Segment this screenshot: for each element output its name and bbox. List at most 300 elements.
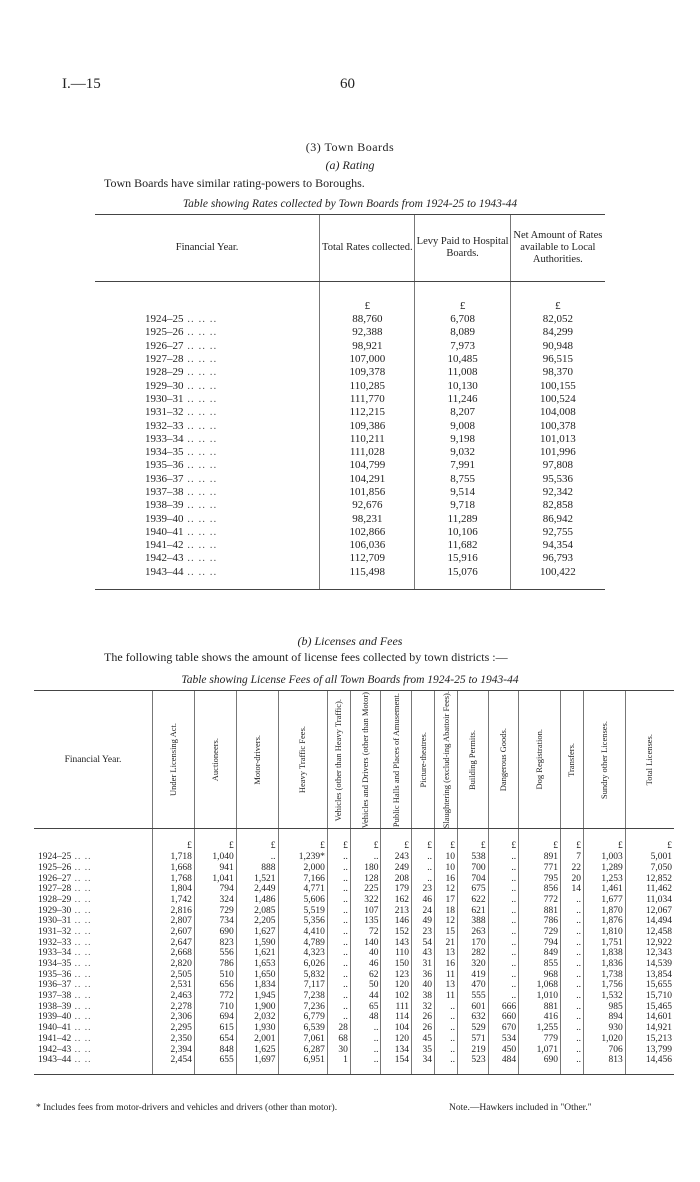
financial-year (95, 459, 320, 472)
licenses-col-header (278, 691, 327, 829)
table-cell: .. (560, 970, 583, 981)
table-cell: 538 (458, 852, 489, 863)
table-cell: 72 (350, 927, 381, 938)
table-cell: 10 (435, 863, 458, 874)
table-cell: 4,789 (278, 938, 327, 949)
financial-year (34, 959, 153, 970)
table-cell: 152 (381, 927, 412, 938)
unit-label: £ (415, 282, 510, 314)
leader-dots: .. .. .. (183, 432, 218, 445)
table-cell: 690 (519, 1055, 561, 1074)
table-cell: 6,539 (278, 1023, 327, 1034)
table-cell: 106,036 (320, 539, 415, 552)
table-cell: 22 (560, 863, 583, 874)
table-cell: .. (412, 863, 435, 874)
table-cell: 891 (519, 852, 561, 863)
leader-dots: .. .. (71, 980, 92, 991)
unit-label: £ (412, 829, 435, 852)
leader-dots: .. .. (71, 916, 92, 927)
financial-year (34, 863, 153, 874)
table-cell: 101,856 (320, 486, 415, 499)
year-label: 1931–32 (145, 406, 184, 419)
table-cell: 615 (194, 1023, 236, 1034)
table-cell: 11,246 (415, 393, 510, 406)
table-cell: 694 (194, 1012, 236, 1023)
table-cell: 795 (519, 873, 561, 884)
table-row (95, 499, 605, 512)
unit-label: £ (278, 829, 327, 852)
table-cell: 1,653 (236, 959, 278, 970)
table-cell: 94,354 (510, 539, 605, 552)
table-cell: 5,832 (278, 970, 327, 981)
financial-year (34, 895, 153, 906)
table-cell: 794 (519, 938, 561, 949)
leader-dots: .. .. .. (183, 499, 218, 512)
table-cell: 14,456 (625, 1055, 674, 1074)
rates-table-header (95, 215, 605, 282)
table-cell: 46 (350, 959, 381, 970)
rotated-header-label: Motor-drivers. (251, 734, 262, 785)
table-cell: 786 (519, 916, 561, 927)
year-label: 1931–32 (38, 926, 72, 937)
table-cell: 4,771 (278, 884, 327, 895)
table-cell: 26 (412, 1012, 435, 1023)
licenses-col-header (625, 691, 674, 829)
leader-dots: .. .. .. (183, 539, 218, 552)
table-cell: 1,010 (519, 991, 561, 1002)
table-cell: 11,034 (625, 895, 674, 906)
year-label: 1924–25 (145, 313, 184, 326)
table-row (95, 393, 605, 406)
footnote-note: Note.—Hawkers included in "Other." (449, 1103, 592, 1113)
table-cell: .. (327, 884, 350, 895)
table-cell: 1,621 (236, 948, 278, 959)
table-cell: 38 (412, 991, 435, 1002)
table-cell: .. (488, 959, 519, 970)
table-cell: 6,287 (278, 1044, 327, 1055)
licenses-table-caption: Table showing License Fees of all Town Boards from 1924-25 to 1943-44 (181, 674, 519, 686)
leader-dots: .. .. (71, 1033, 92, 1044)
table-cell: 21 (435, 938, 458, 949)
licenses-subtitle: (b) Licenses and Fees (297, 634, 403, 648)
unit-label: £ (381, 829, 412, 852)
table-cell: 2,505 (153, 970, 195, 981)
leader-dots: .. .. .. (183, 353, 218, 366)
year-label: 1942–43 (38, 1044, 72, 1055)
table-cell: 111 (381, 1002, 412, 1013)
leader-dots: .. .. (71, 991, 92, 1002)
table-cell: 97,808 (510, 459, 605, 472)
table-cell: 154 (381, 1055, 412, 1074)
table-row (34, 1055, 674, 1074)
table-cell: .. (350, 1044, 381, 1055)
table-row (95, 486, 605, 499)
licenses-col-header (194, 691, 236, 829)
table-cell: 470 (458, 980, 489, 991)
table-cell: 1,625 (236, 1044, 278, 1055)
table-row (95, 313, 605, 326)
table-cell: 419 (458, 970, 489, 981)
table-cell: 11,289 (415, 512, 510, 525)
table-cell: 48 (350, 1012, 381, 1023)
financial-year (95, 552, 320, 565)
table-cell: 729 (519, 927, 561, 938)
year-label: 1941–42 (38, 1033, 72, 1044)
table-cell: 110 (381, 948, 412, 959)
table-cell: 2,454 (153, 1055, 195, 1074)
table-cell: 823 (194, 938, 236, 949)
unit-label: £ (510, 282, 605, 314)
table-row (95, 473, 605, 486)
table-cell: 9,198 (415, 433, 510, 446)
table-cell: .. (327, 895, 350, 906)
table-cell: 1,900 (236, 1002, 278, 1013)
table-cell: 90,948 (510, 340, 605, 353)
licenses-col-header (327, 691, 350, 829)
table-cell: 18 (435, 906, 458, 917)
table-cell: .. (435, 1055, 458, 1074)
licenses-col-header (560, 691, 583, 829)
leader-dots: .. .. (71, 948, 92, 959)
table-cell: .. (488, 895, 519, 906)
table-cell: 855 (519, 959, 561, 970)
table-cell: 654 (194, 1034, 236, 1045)
table-row (34, 916, 674, 927)
table-cell: 12 (435, 916, 458, 927)
table-cell: 109,386 (320, 419, 415, 432)
table-row (34, 970, 674, 981)
table-cell: 101,996 (510, 446, 605, 459)
table-cell: 13 (435, 948, 458, 959)
section-title: (3) Town Boards (305, 140, 395, 154)
financial-year (34, 852, 153, 863)
table-cell: 1,239* (278, 852, 327, 863)
table-cell: .. (327, 863, 350, 874)
table-row (95, 446, 605, 459)
table-cell: 5,519 (278, 906, 327, 917)
table-cell: 32 (412, 1002, 435, 1013)
rotated-header-label: Public Halls and Places of Amusement. (390, 692, 401, 827)
table-cell: 710 (194, 1002, 236, 1013)
table-cell: 779 (519, 1034, 561, 1045)
table-cell: 2,531 (153, 980, 195, 991)
table-cell: 12,458 (625, 927, 674, 938)
rotated-header-label: Auctioneers. (209, 738, 220, 782)
table-row (34, 948, 674, 959)
table-cell: 120 (381, 980, 412, 991)
leader-dots: .. .. (71, 905, 92, 916)
table-cell: 556 (194, 948, 236, 959)
table-cell: 46 (412, 895, 435, 906)
table-row (34, 895, 674, 906)
year-label: 1928–29 (38, 894, 72, 905)
table-cell: 24 (412, 906, 435, 917)
table-cell: 656 (194, 980, 236, 991)
table-cell: 484 (488, 1055, 519, 1074)
leader-dots: .. .. .. (183, 512, 218, 525)
table-row (95, 366, 605, 379)
table-cell: .. (560, 895, 583, 906)
table-cell: 6,779 (278, 1012, 327, 1023)
table-cell: .. (435, 1012, 458, 1023)
table-cell: 65 (350, 1002, 381, 1013)
year-label: 1926–27 (38, 873, 72, 884)
table-cell: 120 (381, 1034, 412, 1045)
table-cell: .. (488, 884, 519, 895)
table-cell: 1,930 (236, 1023, 278, 1034)
table-cell: 7,166 (278, 873, 327, 884)
year-label: 1932–33 (145, 419, 184, 432)
year-label: 1927–28 (145, 353, 184, 366)
rotated-header-label: Sundry other Licenses. (598, 720, 609, 799)
unit-label: £ (625, 829, 674, 852)
leader-dots: .. .. .. (183, 552, 218, 565)
table-cell: 11,682 (415, 539, 510, 552)
table-row (34, 863, 674, 874)
table-cell: 30 (327, 1044, 350, 1055)
table-cell: 208 (381, 873, 412, 884)
table-cell: 13 (435, 980, 458, 991)
unit-label: £ (519, 829, 561, 852)
unit-label: £ (435, 829, 458, 852)
table-row (34, 884, 674, 895)
table-cell: 8,207 (415, 406, 510, 419)
table-cell: 4,410 (278, 927, 327, 938)
leader-dots: .. .. (71, 884, 92, 895)
table-cell: 9,008 (415, 419, 510, 432)
financial-year (95, 566, 320, 590)
year-label: 1936–37 (145, 472, 184, 485)
unit-label: £ (488, 829, 519, 852)
table-cell: 2,820 (153, 959, 195, 970)
financial-year (95, 353, 320, 366)
table-cell: 881 (519, 906, 561, 917)
table-cell: .. (327, 927, 350, 938)
leader-dots: .. .. .. (183, 565, 218, 578)
financial-year (95, 539, 320, 552)
table-cell: 11 (435, 991, 458, 1002)
table-cell: 96,793 (510, 552, 605, 565)
table-cell: 1,068 (519, 980, 561, 991)
table-cell: .. (350, 1034, 381, 1045)
year-label: 1939–40 (38, 1012, 72, 1023)
table-cell: 1,486 (236, 895, 278, 906)
footnote-asterisk: * Includes fees from motor-drivers and vehicles and drivers (other than motor). (36, 1103, 338, 1113)
rates-table (95, 214, 605, 590)
financial-year (34, 916, 153, 927)
rates-col-header: Levy Paid to Hospital Boards. (415, 215, 510, 282)
table-cell: 100,422 (510, 566, 605, 590)
table-cell: 13,799 (625, 1044, 674, 1055)
table-cell: 5,001 (625, 852, 674, 863)
table-cell: 2,278 (153, 1002, 195, 1013)
table-cell: 786 (194, 959, 236, 970)
table-cell: 100,155 (510, 379, 605, 392)
table-cell: 8,755 (415, 473, 510, 486)
table-cell: 772 (194, 991, 236, 1002)
table-cell: 12,922 (625, 938, 674, 949)
year-label: 1943–44 (145, 565, 184, 578)
units-spacer (95, 282, 320, 314)
table-cell: 96,515 (510, 353, 605, 366)
table-cell: 110,285 (320, 379, 415, 392)
table-cell: .. (236, 852, 278, 863)
table-cell: 666 (488, 1002, 519, 1013)
table-cell: .. (327, 991, 350, 1002)
table-cell: 49 (412, 916, 435, 927)
table-cell: 675 (458, 884, 489, 895)
leader-dots: .. .. .. (183, 472, 218, 485)
table-cell: 621 (458, 906, 489, 917)
table-cell: 115,498 (320, 566, 415, 590)
table-cell: 128 (350, 873, 381, 884)
table-cell: 104,008 (510, 406, 605, 419)
leader-dots: .. .. .. (183, 419, 218, 432)
table-cell: 881 (519, 1002, 561, 1013)
table-cell: 50 (350, 980, 381, 991)
leader-dots: .. .. (71, 1023, 92, 1034)
financial-year (34, 906, 153, 917)
rates-table-caption: Table showing Rates collected by Town Boards from 1924-25 to 1943-44 (182, 198, 518, 210)
rates-table-body (95, 282, 605, 590)
rotated-header-label: Dog Registration. (534, 729, 545, 790)
table-cell: 1,627 (236, 927, 278, 938)
licenses-table-body (34, 829, 674, 1074)
unit-label: £ (583, 829, 625, 852)
table-row (34, 852, 674, 863)
table-cell: .. (560, 1012, 583, 1023)
table-cell: 1,532 (583, 991, 625, 1002)
unit-label: £ (153, 829, 195, 852)
table-cell: 2,807 (153, 916, 195, 927)
table-cell: .. (560, 948, 583, 959)
table-cell: 1,255 (519, 1023, 561, 1034)
table-cell: 660 (488, 1012, 519, 1023)
table-cell: 219 (458, 1044, 489, 1055)
year-label: 1935–36 (38, 969, 72, 980)
table-cell: 12,067 (625, 906, 674, 917)
table-cell: 601 (458, 1002, 489, 1013)
year-label: 1935–36 (145, 459, 184, 472)
financial-year (95, 340, 320, 353)
financial-year (34, 1023, 153, 1034)
table-cell: .. (327, 970, 350, 981)
table-cell: 813 (583, 1055, 625, 1074)
rates-col-header: Total Rates collected. (320, 215, 415, 282)
table-cell: .. (560, 916, 583, 927)
table-cell: 15,916 (415, 552, 510, 565)
table-cell: 11 (435, 970, 458, 981)
table-cell: 107,000 (320, 353, 415, 366)
table-cell: 416 (519, 1012, 561, 1023)
financial-year (34, 980, 153, 991)
table-cell: 1,697 (236, 1055, 278, 1074)
table-cell: 700 (458, 863, 489, 874)
table-cell: 107 (350, 906, 381, 917)
table-cell: 1,041 (194, 873, 236, 884)
year-label: 1929–30 (145, 379, 184, 392)
table-cell: 102,866 (320, 526, 415, 539)
table-cell: .. (488, 916, 519, 927)
table-cell: .. (560, 991, 583, 1002)
year-label: 1927–28 (38, 884, 72, 895)
table-cell: 571 (458, 1034, 489, 1045)
year-label: 1929–30 (38, 905, 72, 916)
table-cell: .. (350, 852, 381, 863)
unit-label: £ (320, 282, 415, 314)
table-cell: .. (488, 863, 519, 874)
table-cell: 14 (560, 884, 583, 895)
table-cell: 104,291 (320, 473, 415, 486)
rotated-header-label: Picture-theatres. (417, 731, 428, 788)
table-cell: 143 (381, 938, 412, 949)
table-cell: 15,710 (625, 991, 674, 1002)
financial-year (95, 499, 320, 512)
unit-label: £ (560, 829, 583, 852)
year-label: 1937–38 (145, 486, 184, 498)
table-cell: 1,870 (583, 906, 625, 917)
table-cell: 213 (381, 906, 412, 917)
leader-dots: .. .. (71, 873, 92, 884)
table-cell: 1,718 (153, 852, 195, 863)
licenses-col-header (153, 691, 195, 829)
table-cell: 1,289 (583, 863, 625, 874)
table-cell: 100,378 (510, 419, 605, 432)
table-cell: .. (488, 991, 519, 1002)
financial-year (34, 1002, 153, 1013)
year-label: 1936–37 (38, 980, 72, 991)
table-cell: 16 (435, 873, 458, 884)
table-cell: 111,028 (320, 446, 415, 459)
licenses-col-header (381, 691, 412, 829)
table-cell: 263 (458, 927, 489, 938)
table-cell: 10 (435, 852, 458, 863)
table-cell: 1,020 (583, 1034, 625, 1045)
table-cell: 523 (458, 1055, 489, 1074)
table-cell: .. (435, 1023, 458, 1034)
table-cell: 16 (435, 959, 458, 970)
rotated-header-label: Vehicles (other than Heavy Traffic). (333, 698, 344, 821)
table-cell: 135 (350, 916, 381, 927)
table-cell: 82,052 (510, 313, 605, 326)
table-cell: 88,760 (320, 313, 415, 326)
financial-year (34, 1044, 153, 1055)
table-cell: .. (488, 852, 519, 863)
rotated-header-label: Total Licenses. (644, 734, 655, 786)
table-cell: 98,231 (320, 512, 415, 525)
table-cell: .. (560, 1002, 583, 1013)
table-cell: .. (488, 970, 519, 981)
table-cell: 632 (458, 1012, 489, 1023)
licenses-col-header (583, 691, 625, 829)
leader-dots: .. .. .. (183, 446, 218, 459)
table-cell: 7,991 (415, 459, 510, 472)
licenses-col-header (412, 691, 435, 829)
year-label: 1926–27 (145, 339, 184, 352)
table-cell: 772 (519, 895, 561, 906)
rotated-header-label: Heavy Traffic Fees. (297, 726, 308, 794)
leader-dots: .. .. (71, 852, 92, 863)
table-cell: 13,854 (625, 970, 674, 981)
table-cell: .. (327, 1012, 350, 1023)
rotated-header-label: Vehicles and Drivers (other than Motor) (360, 691, 371, 828)
table-cell: 2,449 (236, 884, 278, 895)
table-cell: 12,852 (625, 873, 674, 884)
year-label: 1940–41 (145, 525, 184, 538)
table-cell: .. (412, 852, 435, 863)
table-row (95, 340, 605, 353)
table-cell: 6,026 (278, 959, 327, 970)
